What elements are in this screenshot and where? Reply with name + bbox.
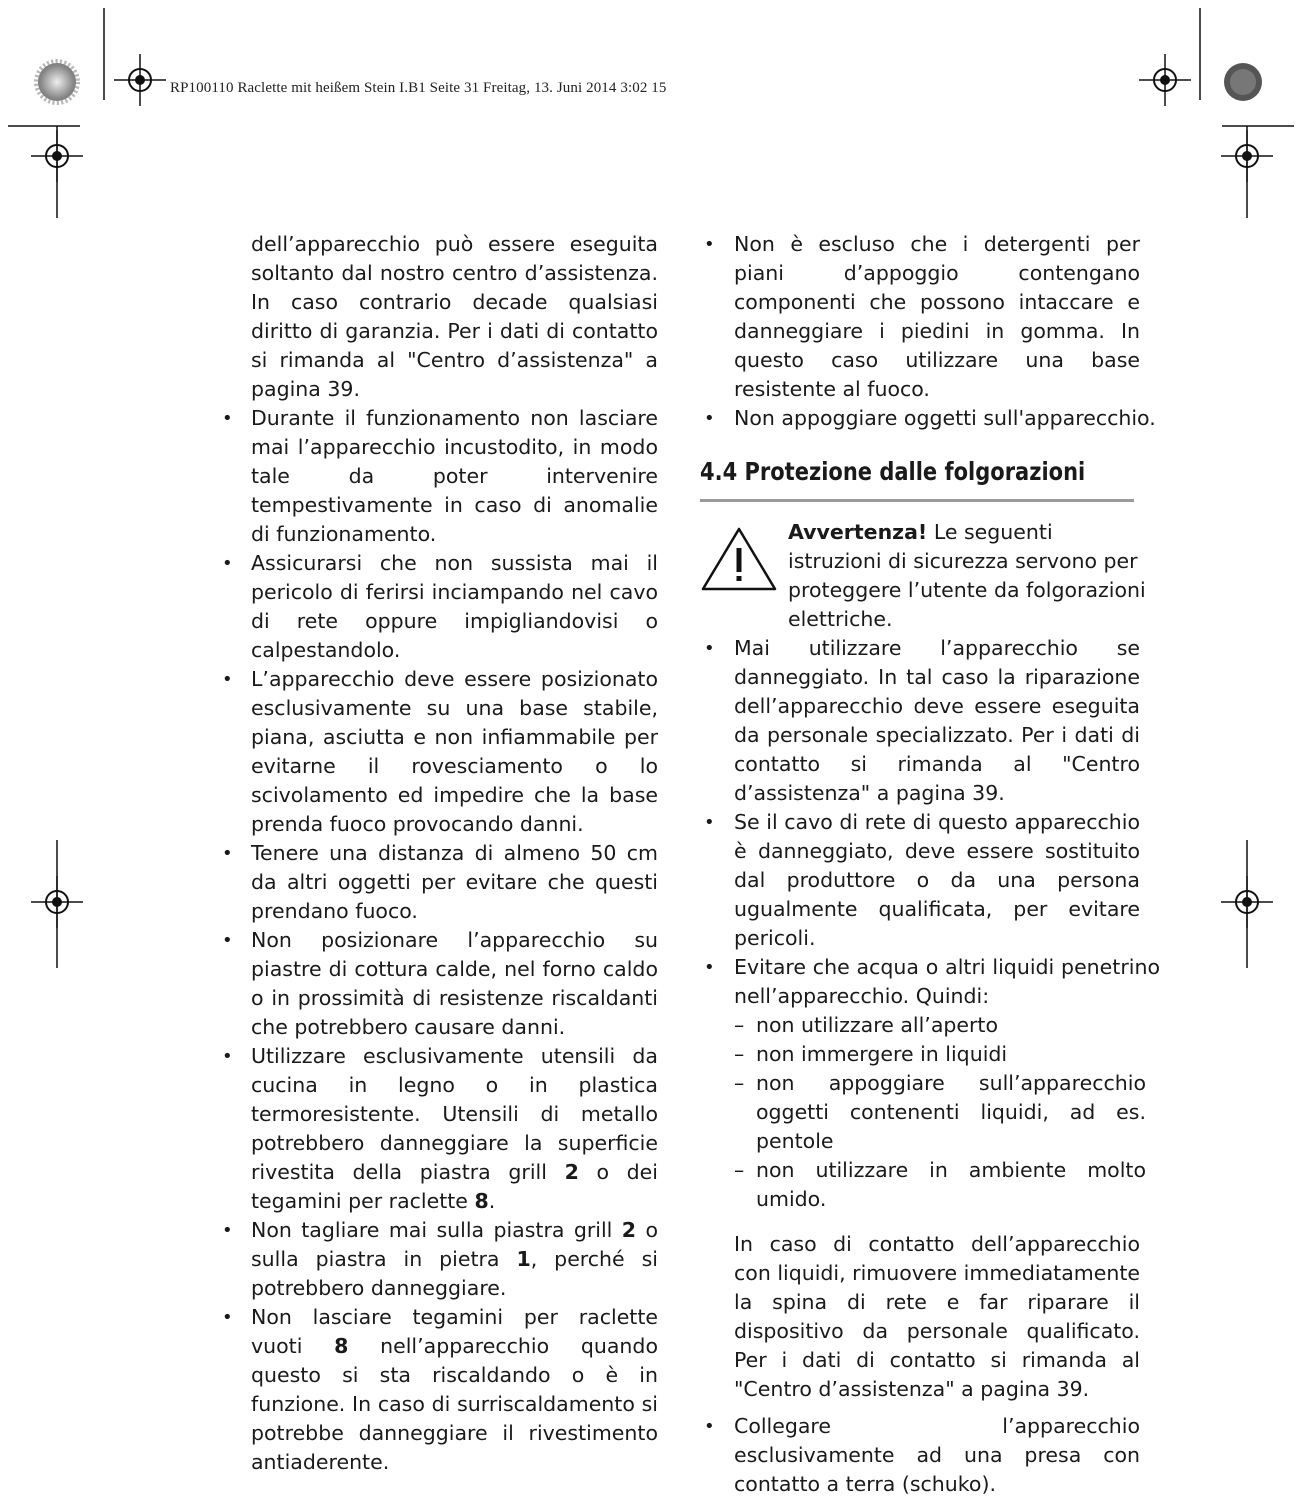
item-text: . [488,1189,496,1213]
list-item [218,1216,658,1303]
sub-item: – non utilizzare all’aperto [700,1011,1200,1040]
warning-text: Le seguenti istruzioni di sicurezza servono per proteggere l’utente da folgorazioni elettriche. [788,520,1146,631]
right-column [700,230,1200,1499]
list-item: • Non appoggiare oggetti sull'apparecchio. [700,404,1200,433]
list-item: • L’apparecchio deve essere posizionato esclusivamente su una base stabile, piana, asciutta e non infiammabile per evitarne il rovesciamento o lo scivolamento ed impedire che la base prenda fuoco provocando danni. [218,665,658,839]
paragraph: In caso di contatto dell’apparecchio con liquidi, rimuovere immediatamente la spina di rete e far riparare il dispositivo da personale qualificato. Per i dati di contatto si rimanda al "Centro d’assistenza" a pagina 39. [734,1232,1140,1401]
item-text: nell’apparecchio quando questo si sta riscaldando o è in funzione. In caso di surriscaldamento si potrebbe danneggiare il rivestimento antiaderente. [251,1334,658,1474]
registration-mark-icon [114,54,166,106]
warning-title: Avvertenza! [788,520,928,544]
item-text: Non lasciare tegamini per raclette vuoti [251,1305,658,1358]
item-text: Non tagliare mai sulla piastra grill [251,1218,622,1242]
item-text: , perché si potrebbero danneggiare. [251,1247,658,1300]
left-column [218,230,658,1477]
part-number: 8 [474,1189,489,1213]
print-header: RP100110 Raclette mit heißem Stein I.B1 Seite 31 Freitag, 13. Juni 2014 3:02 15 [170,80,667,96]
list-item: • Tenere una distanza di almeno 50 cm da altri oggetti per evitare che questi prendano fuoco. [218,839,658,926]
list-item: • Collegare l’apparecchio esclusivamente ad una presa con contatto a terra (schuko). [700,1412,1140,1499]
printer-marks [0,0,1298,240]
section-divider [700,499,1134,502]
registration-mark-icon [1221,876,1273,928]
color-bar-icon [38,63,76,101]
item-text: Utilizzare esclusivamente utensili da cucina in legno o in plastica termoresistente. Utensili di metallo potrebbero danneggiare la superficie rivestita della piastra grill [251,1044,658,1184]
item-text: o dei tegamini per raclette [251,1160,658,1213]
list-item: • Durante il funzionamento non lasciare mai l’apparecchio incustodito, in modo tale da poter intervenire tempestivamente in caso di anomalie di funzionamento. [218,404,658,549]
continued-paragraph: dell’apparecchio può essere eseguita soltanto dal nostro centro d’assistenza. In caso contrario decade qualsiasi diritto di garanzia. Per i dati di contatto si rimanda al "Centro d’assistenza" a pagina 39. [251,232,658,401]
section-title: 4.4 Protezione dalle folgorazioni [700,457,1086,486]
warning-triangle-icon [700,526,778,592]
part-number: 2 [621,1218,637,1242]
warning-box [700,518,1148,634]
registration-mark-icon [1139,54,1191,106]
registration-mark-icon [31,876,83,928]
sub-item: – non appoggiare sull’apparecchio oggetti contenenti liquidi, ad es. pentole [700,1069,1146,1156]
sub-item: – non utilizzare in ambiente molto umido. [700,1156,1146,1214]
part-number: 8 [334,1334,349,1358]
registration-mark-icon [31,130,83,182]
list-item: • Non posizionare l’apparecchio su piastre di cottura calde, nel forno caldo o in prossimità di resistenze riscaldanti che potrebbero causare danni. [218,926,658,1042]
part-number: 2 [564,1160,579,1184]
list-item [218,1042,658,1216]
list-item: • Se il cavo di rete di questo apparecchio è danneggiato, deve essere sostituito dal produttore o da una persona ugualmente qualificata, per evitare pericoli. [700,808,1140,953]
item-text: o sulla piastra in pietra [251,1218,658,1271]
part-number: 1 [516,1247,531,1271]
registration-mark-icon [1221,130,1273,182]
list-item [218,1303,658,1477]
list-item: • Non è escluso che i detergenti per piani d’appoggio contengano componenti che possono intaccare e danneggiare i piedini in gomma. In questo caso utilizzare una base resistente al fuoco. [700,230,1140,404]
list-item: • Assicurarsi che non sussista mai il pericolo di ferirsi inciampando nel cavo di rete oppure impigliandovisi o calpestandolo. [218,549,658,665]
list-item: • Mai utilizzare l’apparecchio se danneggiato. In tal caso la riparazione dell’apparecchio deve essere eseguita da personale specializzato. Per i dati di contatto si rimanda al "Centro d’assistenza" a pagina 39. [700,634,1140,808]
color-bar-icon [1224,63,1262,101]
sub-item: – non immergere in liquidi [700,1040,1200,1069]
list-item: • Evitare che acqua o altri liquidi penetrino nell’apparecchio. Quindi: [700,953,1160,1011]
